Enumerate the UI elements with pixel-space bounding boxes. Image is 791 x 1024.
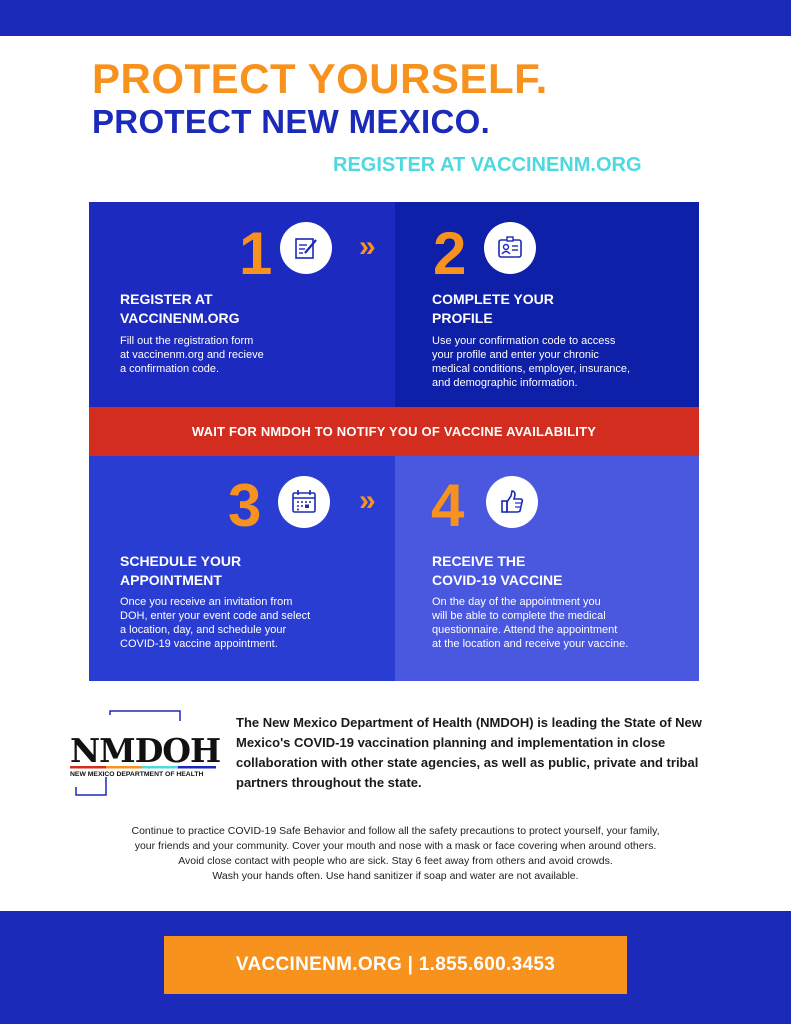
- profile-card-icon: [484, 222, 536, 274]
- step-1-panel: [89, 202, 395, 407]
- calendar-icon: [278, 476, 330, 528]
- step-title-line: PROFILE: [432, 310, 493, 326]
- safety-line: your friends and your community. Cover your mouth and nose with a mask or face covering when around others.: [134, 840, 657, 852]
- step-2-panel: [395, 202, 699, 407]
- thumbs-up-icon: [486, 476, 538, 528]
- step-number: 1: [239, 220, 273, 287]
- nmdoh-logo: [68, 709, 221, 799]
- step-description: [432, 334, 630, 390]
- step-text-line: a confirmation code.: [120, 363, 220, 375]
- step-description: [120, 595, 310, 651]
- step-3-panel: [89, 456, 395, 681]
- step-text-line: a location, day, and schedule your: [120, 624, 287, 636]
- chevron-right-icon: »: [359, 484, 370, 517]
- step-title-line: COVID-19 VACCINE: [432, 572, 563, 588]
- step-text-line: DOH, enter your event code and select: [120, 610, 311, 622]
- logo-name: NMDOH: [70, 731, 221, 770]
- contact-cta[interactable]: VACCINENM.ORG | 1.855.600.3453: [164, 936, 627, 994]
- step-number: 3: [228, 472, 262, 539]
- form-pencil-icon: [280, 222, 332, 274]
- step-title-line: APPOINTMENT: [120, 572, 222, 588]
- step-description: [120, 334, 264, 376]
- step-title: [120, 552, 241, 590]
- register-url[interactable]: REGISTER AT VACCINENM.ORG: [333, 154, 642, 176]
- step-title: [120, 290, 240, 328]
- step-text-line: Fill out the registration form: [120, 335, 254, 347]
- step-title: [432, 290, 554, 328]
- step-number: 4: [431, 472, 465, 539]
- headline-protect-new-mexico: PROTECT NEW MEXICO.: [92, 103, 491, 140]
- headline-protect-yourself: PROTECT YOURSELF.: [92, 55, 548, 102]
- nmdoh-description: The New Mexico Department of Health (NMDOH) is leading the State of New Mexico's COVID-19 vaccination planning and implementation in close collaboration with other state agencies, as well as public, private and tribal partners throughout the state.: [236, 715, 702, 790]
- step-text-line: at the location and receive your vaccine.: [432, 638, 629, 650]
- wait-banner: WAIT FOR NMDOH TO NOTIFY YOU OF VACCINE AVAILABILITY: [89, 407, 699, 456]
- step-title-line: VACCINENM.ORG: [120, 310, 240, 326]
- step-text-line: On the day of the appointment you: [432, 596, 601, 608]
- step-text-line: at vaccinenm.org and recieve: [120, 349, 264, 361]
- step-text-line: will be able to complete the medical: [432, 610, 606, 622]
- step-title: [432, 552, 562, 590]
- step-text-line: Use your confirmation code to access: [432, 335, 616, 347]
- step-text-line: COVID-19 vaccine appointment.: [120, 638, 278, 650]
- step-text-line: Once you receive an invitation from: [120, 596, 293, 608]
- step-text-line: questionnaire. Attend the appointment: [432, 624, 618, 636]
- top-bar: [0, 0, 791, 36]
- step-text-line: medical conditions, employer, insurance,: [432, 363, 631, 375]
- chevron-right-icon: »: [359, 230, 370, 263]
- step-text-line: your profile and enter your chronic: [432, 349, 599, 361]
- step-text-line: and demographic information.: [432, 377, 578, 389]
- logo-subtitle: NEW MEXICO DEPARTMENT OF HEALTH: [70, 771, 204, 778]
- step-title-line: RECEIVE THE: [432, 553, 526, 569]
- step-title-line: REGISTER AT: [120, 291, 213, 307]
- step-number: 2: [433, 220, 467, 287]
- safety-text: [80, 824, 711, 884]
- step-title-line: SCHEDULE YOUR: [120, 553, 242, 569]
- safety-line: Wash your hands often. Use hand sanitizer if soap and water are not available.: [212, 870, 579, 882]
- step-4-panel: [395, 456, 699, 681]
- step-description: [432, 595, 628, 651]
- safety-line: Continue to practice COVID-19 Safe Behavior and follow all the safety precautions to protect yourself, your family,: [131, 825, 660, 837]
- step-title-line: COMPLETE YOUR: [432, 291, 554, 307]
- safety-line: Avoid close contact with people who are sick. Stay 6 feet away from others and avoid crowds.: [178, 855, 613, 867]
